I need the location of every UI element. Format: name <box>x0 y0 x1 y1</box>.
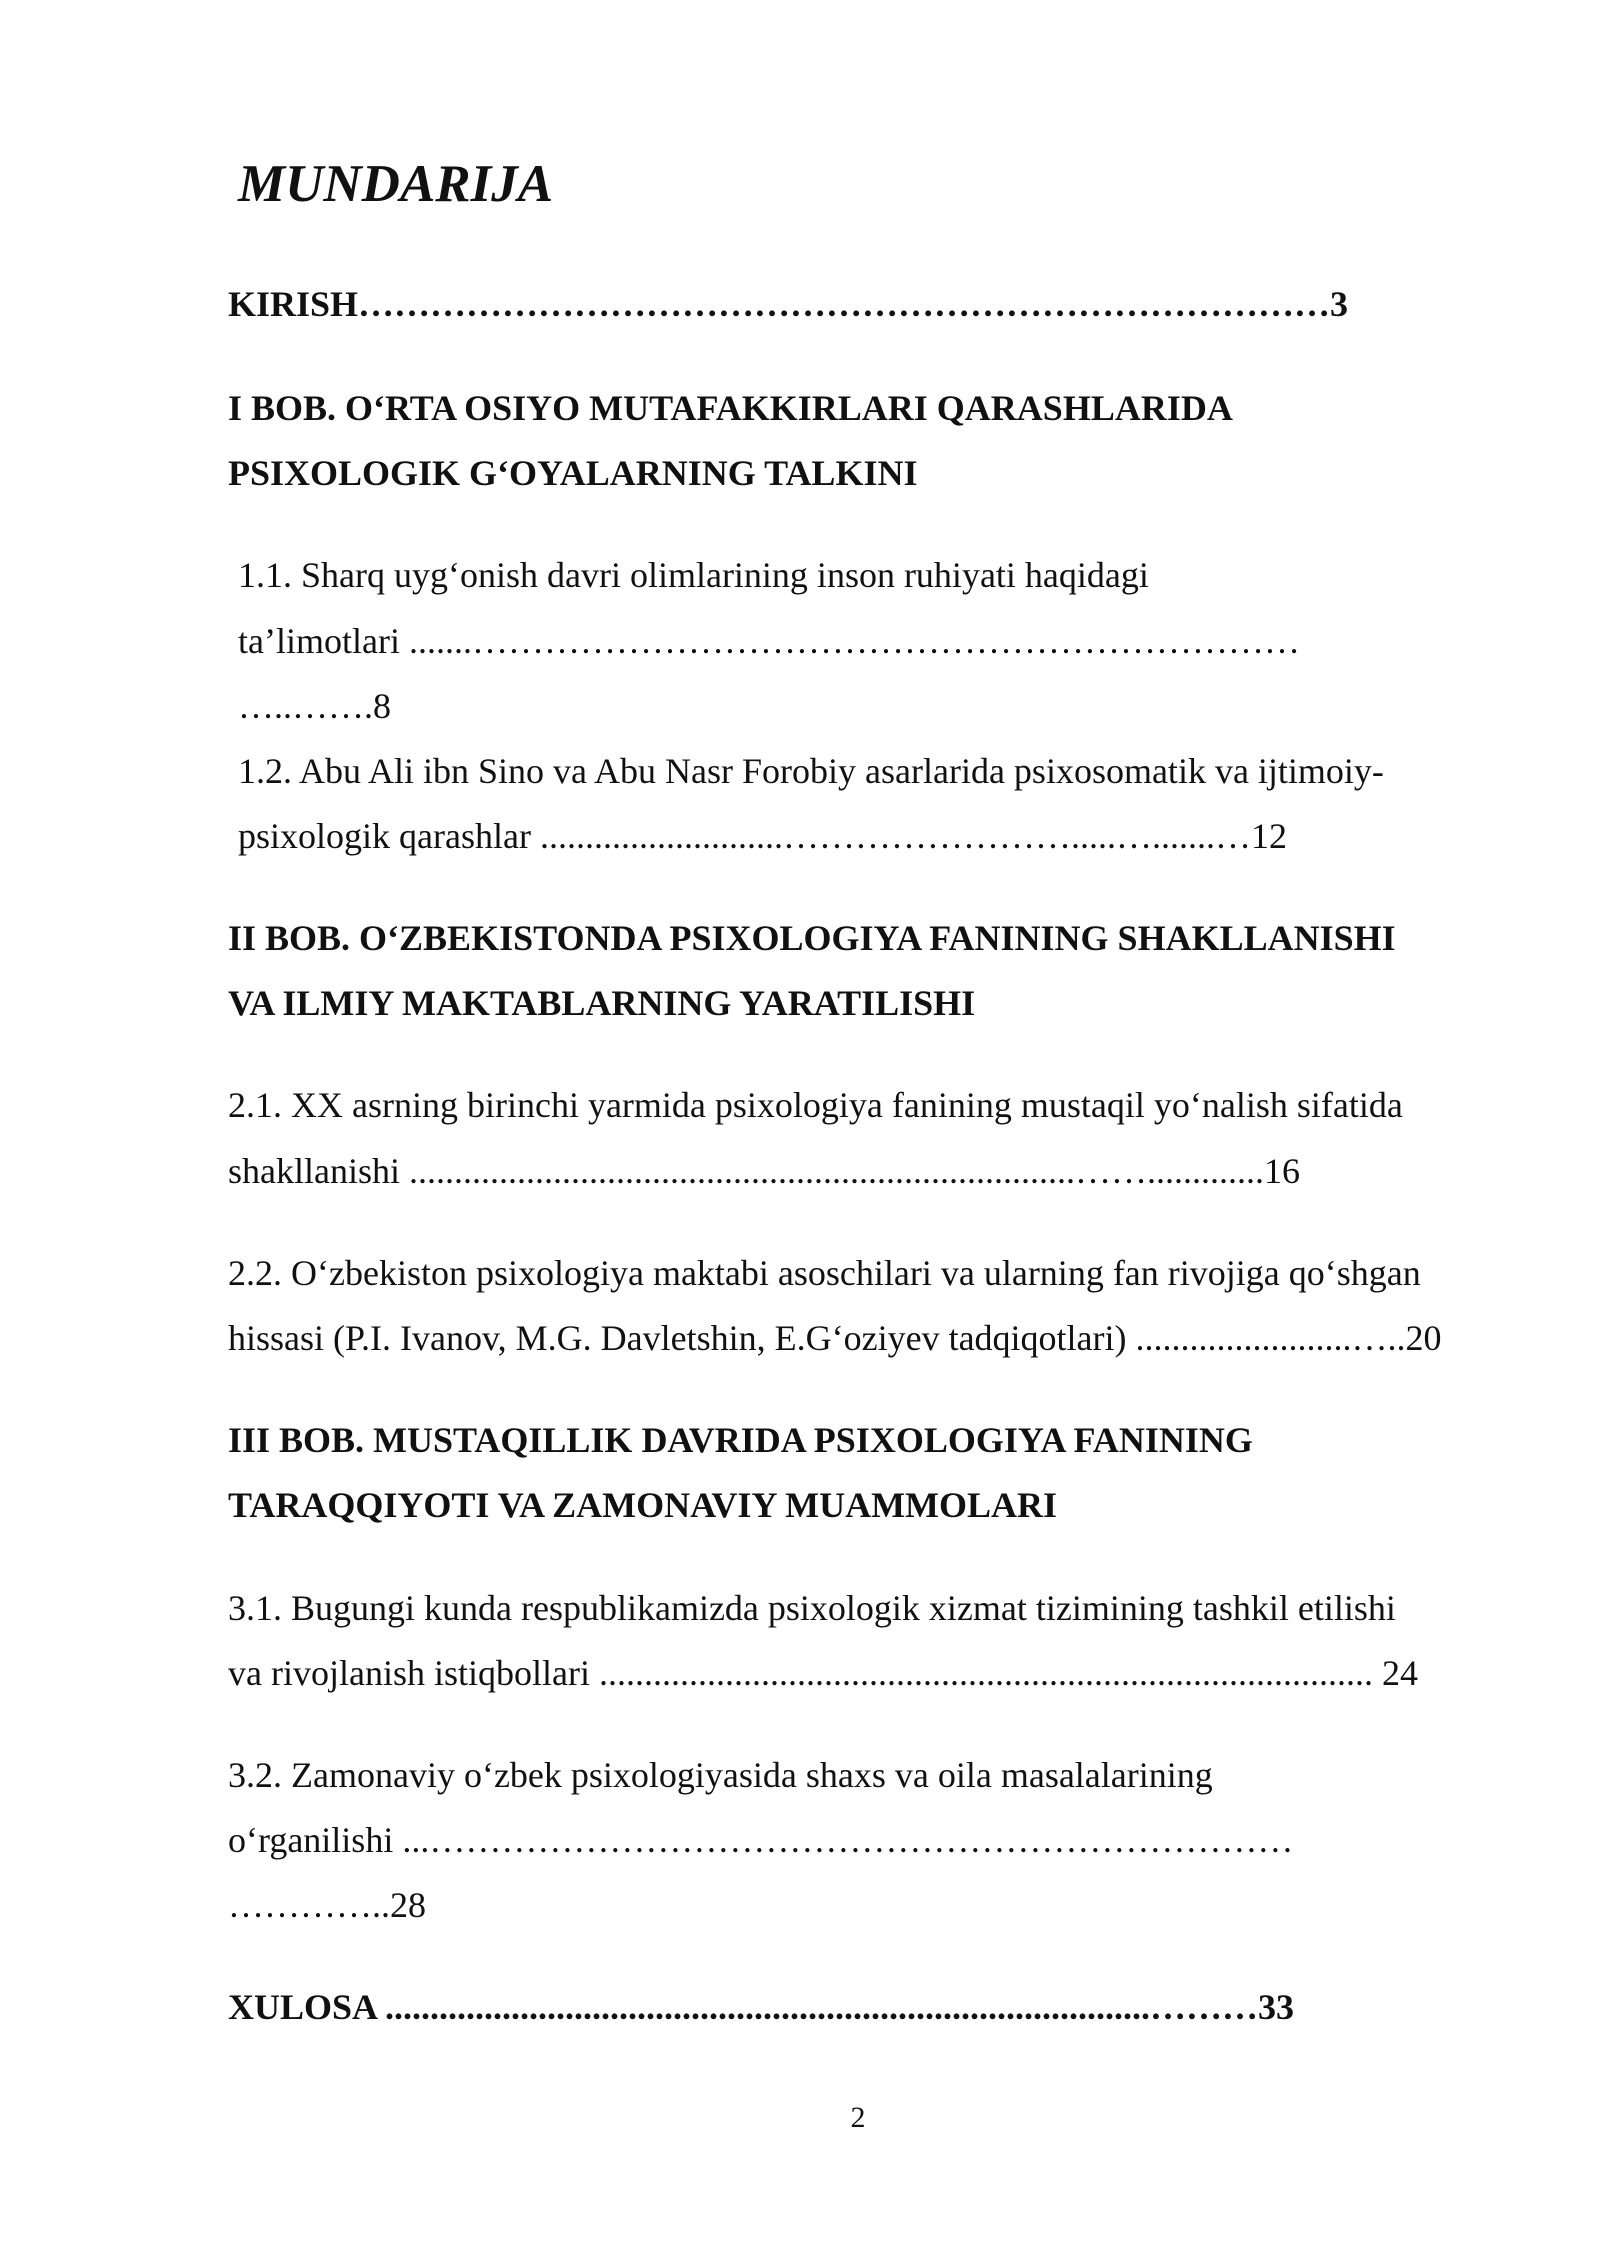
toc-section-1-1-line-2: ta’limotlari .......…………………………………………………………… <box>238 621 1300 661</box>
toc-section-3-1-line-2: va rivojlanish istiqbollari ...................................................................................... 24 <box>228 1653 1418 1693</box>
toc-section-2-1-line-1: 2.1. XX asrning birinchi yarmida psixologiya fanining mustaqil yo‘nalish sifatida <box>228 1085 1403 1125</box>
toc-chapter-1-line-1: I BOB. O‘RTA OSIYO MUTAFAKKIRLARI QARASHLARIDA <box>228 388 1233 428</box>
toc-section-3-2-line-2: o‘rganilishi ...……………………………………………………………… <box>228 1820 1294 1860</box>
toc-chapter-1-line-2: PSIXOLOGIK G‘OYALARNING TALKINI <box>228 453 918 493</box>
toc-section-2-2-line-2: hissasi (P.I. Ivanov, M.G. Davletshin, E.G‘oziyev tadqiqotlari) ........................…..20 <box>228 1318 1442 1358</box>
toc-section-3-2-line-3: …………..28 <box>228 1885 426 1925</box>
page-title: MUNDARIJA <box>238 155 554 213</box>
toc-chapter-3-line-1: III BOB. MUSTAQILLIK DAVRIDA PSIXOLOGIYA FANINING <box>228 1420 1253 1460</box>
toc-chapter-3-line-2: TARAQQIYOTI VA ZAMONAVIY MUAMMOLARI <box>228 1485 1058 1525</box>
toc-section-3-1-line-1: 3.1. Bugungi kunda respublikamizda psixologik xizmat tizimining tashkil etilishi <box>228 1588 1396 1628</box>
toc-section-1-1-line-1: 1.1. Sharq uyg‘onish davri olimlarining inson ruhiyati haqidagi <box>238 555 1149 595</box>
toc-section-1-1-line-3: …..…….8 <box>238 686 391 726</box>
toc-entry-intro: KIRISH………………………………………………………………………3 <box>228 284 1349 324</box>
toc-chapter-2-line-2: VA ILMIY MAKTABLARNING YARATILISHI <box>228 983 976 1023</box>
toc-section-1-2-line-1: 1.2. Abu Ali ibn Sino va Abu Nasr Forobiy asarlarida psixosomatik va ijtimoiy- <box>238 751 1384 791</box>
toc-section-1-2-line-2: psixologik qarashlar ...........................…………………….....….......…12 <box>238 816 1287 856</box>
toc-chapter-2-line-1: II BOB. O‘ZBEKISTONDA PSIXOLOGIYA FANINING SHAKLLANISHI <box>228 918 1396 958</box>
toc-section-3-2-line-1: 3.2. Zamonaviy o‘zbek psixologiyasida shaxs va oila masalalarining <box>228 1755 1213 1795</box>
page-number: 2 <box>850 2101 866 2134</box>
toc-section-2-1-line-2: shakllanishi ..........................................................................…….............16 <box>228 1151 1300 1191</box>
toc-entry-conclusion: XULOSA .....................................................................................………33 <box>228 1987 1295 2027</box>
toc-section-2-2-line-1: 2.2. O‘zbekiston psixologiya maktabi asoschilari va ularning fan rivojiga qo‘shgan <box>228 1253 1421 1293</box>
